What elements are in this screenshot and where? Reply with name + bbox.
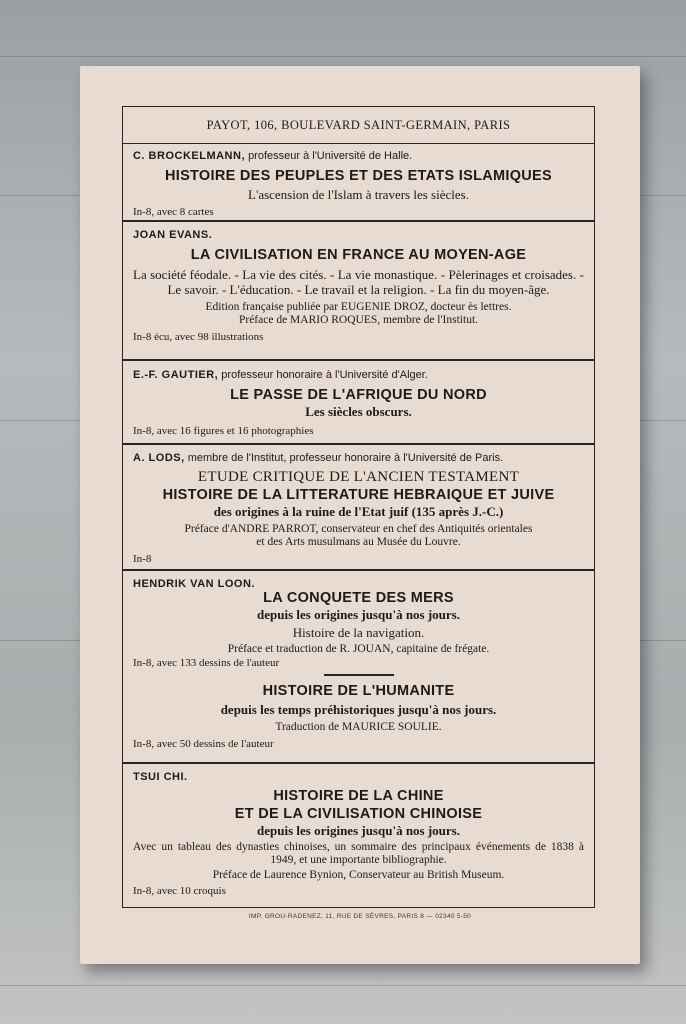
catalog-entry-lods <box>133 451 584 566</box>
entry-format: In-8, avec 8 cartes <box>133 206 214 218</box>
entry-title: LA CIVILISATION EN FRANCE AU MOYEN-AGE <box>190 247 527 263</box>
entry-preface-2: et des Arts musulmans au Musée du Louvre. <box>256 536 461 548</box>
entry-subtitle: depuis les origines jusqu'à nos jours. <box>257 823 460 838</box>
entry-subtitle: des origines à la ruine de l'Etat juif (135 après J.-C.) <box>213 504 504 519</box>
entry-preface: Préface de MARIO ROQUES, membre de l'Institut. <box>238 314 479 326</box>
section-divider <box>123 762 594 764</box>
publisher-header: PAYOT, 106, BOULEVARD SAINT-GERMAIN, PARIS <box>123 107 594 144</box>
entry-preface: Préface d'ANDRE PARROT, conservateur en chef des Antiquités orientales <box>184 523 533 535</box>
entry-title: HISTOIRE DES PEUPLES ET DES ETATS ISLAMIQUES <box>164 168 553 184</box>
entry-title: LA CONQUETE DES MERS <box>263 590 454 606</box>
book-back-cover <box>80 66 640 964</box>
entry-description: La société féodale. - La vie des cités. - La vie monastique. - Pèlerinages et croisades. - Le savoir. - L'éducation. - Le travail et la religion. - La fin du moyen-âge. <box>133 267 584 297</box>
entry-edition: Edition française publiée par EUGENIE DROZ, docteur ès lettres. <box>205 301 512 313</box>
entry-title-2: HISTOIRE DE LA LITTERATURE HEBRAIQUE ET JUIVE <box>162 487 555 503</box>
floor-plank-line <box>0 56 686 57</box>
entry-format: In-8 <box>133 553 152 565</box>
entry-subtitle: depuis les origines jusqu'à nos jours. <box>257 607 460 622</box>
catalog-entry-evans <box>133 228 584 344</box>
entry-format: In-8 écu, avec 98 illustrations <box>133 331 264 343</box>
section-divider <box>123 359 594 361</box>
section-divider <box>123 443 594 445</box>
entry-title: LE PASSE DE L'AFRIQUE DU NORD <box>230 387 487 403</box>
entry-subtitle: Les siècles obscurs. <box>305 404 412 419</box>
catalog-entry-tsui-chi <box>133 770 584 898</box>
entry-description: Histoire de la navigation. <box>292 625 425 640</box>
entry-author: C. BROCKELMANN, professeur à l'Université de Halle. <box>133 150 413 162</box>
entry-subtitle-2: depuis les temps préhistoriques jusqu'à nos jours. <box>220 701 497 717</box>
entry-title: ETUDE CRITIQUE DE L'ANCIEN TESTAMENT <box>197 469 520 485</box>
short-divider <box>324 674 394 676</box>
entry-title-2: HISTOIRE DE L'HUMANITE <box>262 682 455 699</box>
entry-format-2: In-8, avec 50 dessins de l'auteur <box>133 737 274 750</box>
entry-title: HISTOIRE DE LA CHINE <box>273 788 444 804</box>
catalog-entry-brockelmann <box>133 149 584 219</box>
entry-author: HENDRIK VAN LOON. <box>133 578 255 590</box>
catalog-entry-van-loon <box>133 577 584 751</box>
entry-author: TSUI CHI. <box>133 771 188 783</box>
section-divider <box>123 569 594 571</box>
entry-format: In-8, avec 16 figures et 16 photographies <box>133 425 314 437</box>
entry-author: JOAN EVANS. <box>133 229 213 241</box>
printer-imprint: IMP. GROU-RADENEZ, 11, RUE DE SÈVRES, PARIS 8 — 02340 5-50 <box>248 913 472 920</box>
entry-format: In-8, avec 10 croquis <box>133 885 226 897</box>
entry-title-2: ET DE LA CIVILISATION CHINOISE <box>234 806 483 822</box>
floor-plank-line <box>0 985 686 986</box>
entry-author: A. LODS, membre de l'Institut, professeur honoraire à l'Université de Paris. <box>133 452 504 464</box>
entry-preface: Préface de Laurence Bynion, Conservateur au British Museum. <box>212 869 505 881</box>
entry-description: L'ascension de l'Islam à travers les siècles. <box>248 187 469 202</box>
entry-translation: Traduction de MAURICE SOULIE. <box>275 720 442 733</box>
catalog-frame <box>122 106 595 908</box>
entry-description: Avec un tableau des dynasties chinoises, un sommaire des principaux événements de 1838 à 1949, et une importante bibliographie. <box>133 841 584 866</box>
entry-preface: Préface et traduction de R. JOUAN, capitaine de frégate. <box>227 643 490 655</box>
section-divider <box>123 220 594 222</box>
entry-author: E.-F. GAUTIER, professeur honoraire à l'Université d'Alger. <box>133 369 428 381</box>
catalog-entry-gautier <box>133 368 584 438</box>
entry-format: In-8, avec 133 dessins de l'auteur <box>133 657 280 669</box>
